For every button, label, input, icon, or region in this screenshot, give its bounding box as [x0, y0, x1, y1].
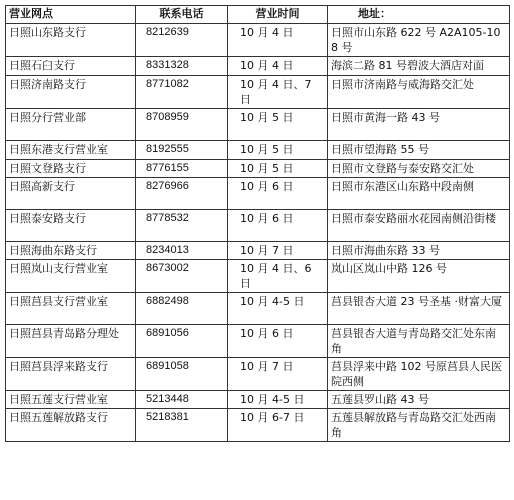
phone-cell: 8673002 [136, 260, 228, 293]
hours-cell: 10 月 5 日 [228, 141, 328, 160]
phone-cell: 8776155 [136, 160, 228, 178]
table-header-row [6, 6, 510, 24]
branch-name-cell: 日照莒县青岛路分理处 [6, 325, 136, 358]
header-hours: 营业时间 [228, 6, 328, 24]
address-cell: 五莲县解放路与青岛路交汇处西南角 [328, 409, 510, 442]
phone-cell: 6891056 [136, 325, 228, 358]
branch-table [5, 5, 510, 442]
phone-cell: 8192555 [136, 141, 228, 160]
address-cell: 岚山区岚山中路 126 号 [328, 260, 510, 293]
table-row [6, 293, 510, 325]
table-row [6, 325, 510, 358]
branch-table-container [5, 5, 510, 442]
branch-name-cell: 日照东港支行营业室 [6, 141, 136, 160]
hours-cell: 10 月 4 日、6 日 [228, 260, 328, 293]
table-row [6, 76, 510, 109]
phone-cell: 5213448 [136, 391, 228, 409]
hours-cell: 10 月 5 日 [228, 109, 328, 141]
table-row [6, 260, 510, 293]
hours-cell: 10 月 4 日 [228, 57, 328, 76]
hours-cell: 10 月 4 日 [228, 24, 328, 57]
hours-cell: 10 月 6 日 [228, 178, 328, 210]
branch-name-cell: 日照石臼支行 [6, 57, 136, 76]
phone-cell: 8234013 [136, 242, 228, 260]
phone-cell: 8708959 [136, 109, 228, 141]
table-row [6, 24, 510, 57]
branch-name-cell: 日照五莲支行营业室 [6, 391, 136, 409]
phone-cell: 8331328 [136, 57, 228, 76]
hours-cell: 10 月 7 日 [228, 358, 328, 391]
address-cell: 日照市东港区山东路中段南侧 [328, 178, 510, 210]
address-cell: 日照市海曲东路 33 号 [328, 242, 510, 260]
phone-cell: 6882498 [136, 293, 228, 325]
branch-name-cell: 日照岚山支行营业室 [6, 260, 136, 293]
address-cell: 日照市望海路 55 号 [328, 141, 510, 160]
address-cell: 海滨二路 81 号碧波大酒店对面 [328, 57, 510, 76]
address-cell: 日照市山东路 622 号 A2A105-108 号 [328, 24, 510, 57]
hours-cell: 10 月 5 日 [228, 160, 328, 178]
address-cell: 日照市文登路与泰安路交汇处 [328, 160, 510, 178]
address-cell: 五莲县罗山路 43 号 [328, 391, 510, 409]
branch-name-cell: 日照高新支行 [6, 178, 136, 210]
phone-cell: 5218381 [136, 409, 228, 442]
table-row [6, 57, 510, 76]
table-row [6, 242, 510, 260]
address-cell: 莒县银杏大道与青岛路交汇处东南角 [328, 325, 510, 358]
table-row [6, 358, 510, 391]
branch-name-cell: 日照莒县支行营业室 [6, 293, 136, 325]
table-body [6, 24, 510, 442]
table-row [6, 141, 510, 160]
branch-name-cell: 日照山东路支行 [6, 24, 136, 57]
table-row [6, 178, 510, 210]
hours-cell: 10 月 6-7 日 [228, 409, 328, 442]
table-row [6, 391, 510, 409]
table-row [6, 210, 510, 242]
address-cell: 日照市济南路与威海路交汇处 [328, 76, 510, 109]
header-phone: 联系电话 [136, 6, 228, 24]
address-cell: 莒县浮来中路 102 号原莒县人民医院西侧 [328, 358, 510, 391]
branch-name-cell: 日照海曲东路支行 [6, 242, 136, 260]
header-address: 地址： [328, 6, 510, 24]
table-row [6, 160, 510, 178]
address-cell: 莒县银杏大道 23 号圣基 ·财富大厦 [328, 293, 510, 325]
hours-cell: 10 月 4-5 日 [228, 293, 328, 325]
phone-cell: 8212639 [136, 24, 228, 57]
branch-name-cell: 日照济南路支行 [6, 76, 136, 109]
branch-name-cell: 日照五莲解放路支行 [6, 409, 136, 442]
branch-name-cell: 日照分行营业部 [6, 109, 136, 141]
address-cell: 日照市黄海一路 43 号 [328, 109, 510, 141]
hours-cell: 10 月 6 日 [228, 325, 328, 358]
table-row [6, 409, 510, 442]
phone-cell: 8276966 [136, 178, 228, 210]
table-row [6, 109, 510, 141]
address-cell: 日照市泰安路丽水花园南侧沿街楼 [328, 210, 510, 242]
hours-cell: 10 月 4-5 日 [228, 391, 328, 409]
header-branch: 营业网点 [6, 6, 136, 24]
hours-cell: 10 月 6 日 [228, 210, 328, 242]
hours-cell: 10 月 7 日 [228, 242, 328, 260]
phone-cell: 6891058 [136, 358, 228, 391]
hours-cell: 10 月 4 日、7 日 [228, 76, 328, 109]
phone-cell: 8778532 [136, 210, 228, 242]
branch-name-cell: 日照泰安路支行 [6, 210, 136, 242]
branch-name-cell: 日照莒县浮来路支行 [6, 358, 136, 391]
branch-name-cell: 日照文登路支行 [6, 160, 136, 178]
phone-cell: 8771082 [136, 76, 228, 109]
